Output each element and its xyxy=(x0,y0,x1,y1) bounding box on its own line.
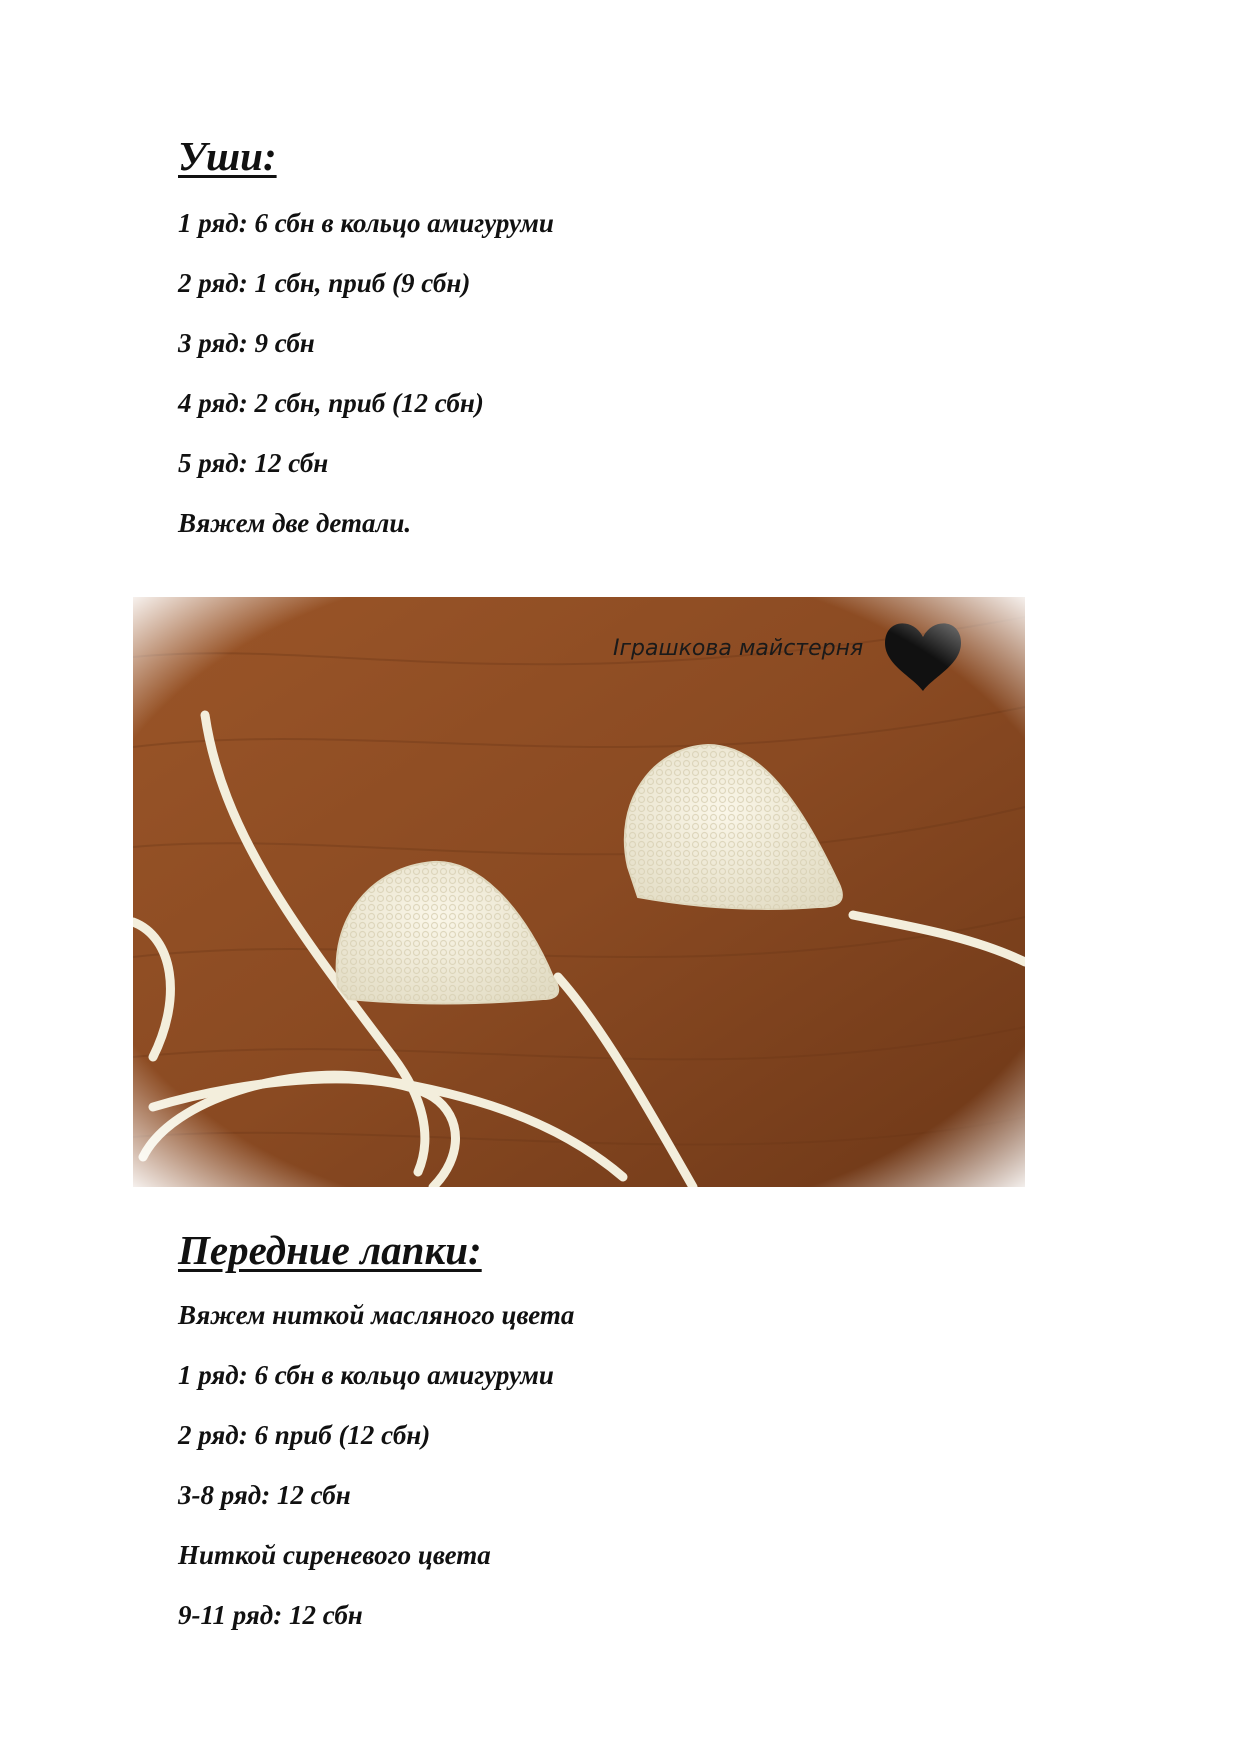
instruction-line: Вяжем две детали. xyxy=(178,508,412,538)
instruction-line: Вяжем ниткой масляного цвета xyxy=(178,1300,575,1330)
instruction-line: Ниткой сиреневого цвета xyxy=(178,1540,491,1570)
instruction-line: 2 ряд: 1 сбн, приб (9 сбн) xyxy=(178,268,471,298)
photo-illustration xyxy=(133,597,1025,1187)
section-title-ears: Уши: xyxy=(178,133,277,179)
instruction-line: 9-11 ряд: 12 сбн xyxy=(178,1600,363,1630)
crochet-ears-photo xyxy=(133,597,1025,1187)
photo-vignette xyxy=(133,597,1025,1187)
instruction-line: 3 ряд: 9 сбн xyxy=(178,328,315,358)
instruction-line: 2 ряд: 6 приб (12 сбн) xyxy=(178,1420,431,1450)
instruction-line: 5 ряд: 12 сбн xyxy=(178,448,329,478)
instruction-line: 3-8 ряд: 12 сбн xyxy=(178,1480,351,1510)
instruction-line: 1 ряд: 6 сбн в кольцо амигуруми xyxy=(178,1360,554,1390)
instruction-line: 1 ряд: 6 сбн в кольцо амигуруми xyxy=(178,208,554,238)
section-title-front-paws: Передние лапки: xyxy=(178,1227,482,1273)
instruction-line: 4 ряд: 2 сбн, приб (12 сбн) xyxy=(178,388,484,418)
